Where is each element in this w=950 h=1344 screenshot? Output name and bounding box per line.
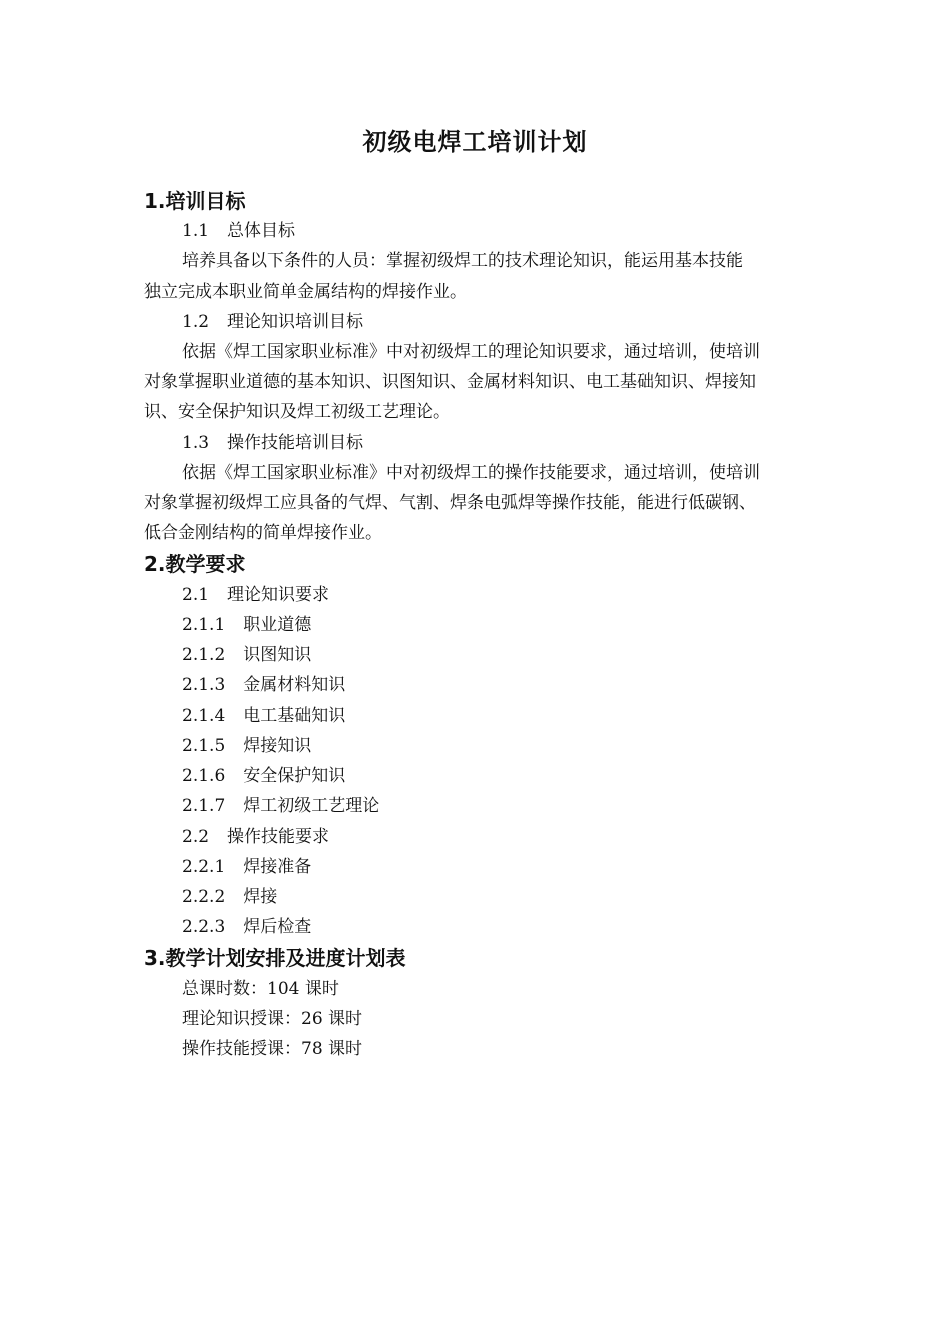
section-number: 2.1.3 — [182, 675, 226, 695]
subsection-item — [182, 822, 329, 852]
subsection-item — [182, 882, 277, 912]
paragraph-line: 对象掌握职业道德的基本知识、识图知识、金属材料知识、电工基础知识、焊接知 — [144, 372, 756, 392]
theory-hours: 理论知识授课：26 课时 — [182, 1009, 363, 1029]
section-number: 2.1.4 — [182, 706, 226, 726]
section-number: 2.1.6 — [182, 766, 226, 786]
section-number: 2.2.2 — [182, 887, 226, 907]
section-label: 理论知识要求 — [227, 585, 330, 605]
section-label: 操作技能培训目标 — [227, 433, 364, 453]
section-label: 焊接知识 — [243, 736, 312, 756]
paragraph-line: 识、安全保护知识及焊工初级工艺理论。 — [144, 402, 450, 422]
section-label: 电工基础知识 — [243, 706, 346, 726]
total-hours: 总课时数：104 课时 — [182, 979, 339, 999]
section-label: 理论知识培训目标 — [227, 312, 364, 332]
subsection-item — [182, 761, 345, 791]
section-number: 2.1.7 — [182, 796, 226, 816]
subsection-item — [182, 640, 311, 670]
section-number: 1.2 — [182, 312, 210, 332]
subsection-1-1 — [182, 216, 295, 246]
document-title: 初级电焊工培训计划 — [362, 128, 588, 156]
subsection-item — [182, 580, 329, 610]
subsection-item — [182, 670, 345, 700]
section-label: 焊后检查 — [243, 917, 312, 937]
paragraph-line: 低合金刚结构的简单焊接作业。 — [144, 523, 382, 543]
section-number: 2.2.3 — [182, 917, 226, 937]
section-number: 2.1.1 — [182, 615, 226, 635]
section-number: 2.1.5 — [182, 736, 226, 756]
section-heading-2: 2.教学要求 — [144, 552, 246, 576]
section-number: 2.1 — [182, 585, 210, 605]
subsection-item — [182, 791, 379, 821]
practice-hours: 操作技能授课：78 课时 — [182, 1039, 363, 1059]
section-heading-3: 3.教学计划安排及进度计划表 — [144, 946, 406, 970]
paragraph-line: 培养具备以下条件的人员：掌握初级焊工的技术理论知识，能运用基本技能 — [182, 251, 743, 271]
subsection-item — [182, 610, 311, 640]
section-label: 焊接 — [243, 887, 278, 907]
section-number: 2.2 — [182, 827, 210, 847]
section-label: 焊接准备 — [243, 857, 312, 877]
paragraph-line: 独立完成本职业简单金属结构的焊接作业。 — [144, 282, 467, 302]
section-number: 2.1.2 — [182, 645, 226, 665]
subsection-1-2 — [182, 307, 363, 337]
section-label: 安全保护知识 — [243, 766, 346, 786]
subsection-item — [182, 701, 345, 731]
paragraph-line: 依据《焊工国家职业标准》中对初级焊工的操作技能要求，通过培训，使培训 — [182, 463, 760, 483]
subsection-item — [182, 912, 311, 942]
section-number: 1.1 — [182, 221, 210, 241]
section-label: 总体目标 — [227, 221, 296, 241]
section-label: 金属材料知识 — [243, 675, 346, 695]
subsection-1-3 — [182, 428, 363, 458]
section-number: 1.3 — [182, 433, 210, 453]
section-number: 2.2.1 — [182, 857, 226, 877]
section-label: 焊工初级工艺理论 — [243, 796, 380, 816]
section-label: 识图知识 — [243, 645, 312, 665]
subsection-item — [182, 731, 311, 761]
section-label: 职业道德 — [243, 615, 312, 635]
paragraph-line: 对象掌握初级焊工应具备的气焊、气割、焊条电弧焊等操作技能，能进行低碳钢、 — [144, 493, 756, 513]
paragraph-line: 依据《焊工国家职业标准》中对初级焊工的理论知识要求，通过培训，使培训 — [182, 342, 760, 362]
section-label: 操作技能要求 — [227, 827, 330, 847]
section-heading-1: 1.培训目标 — [144, 189, 246, 213]
subsection-item — [182, 852, 311, 882]
